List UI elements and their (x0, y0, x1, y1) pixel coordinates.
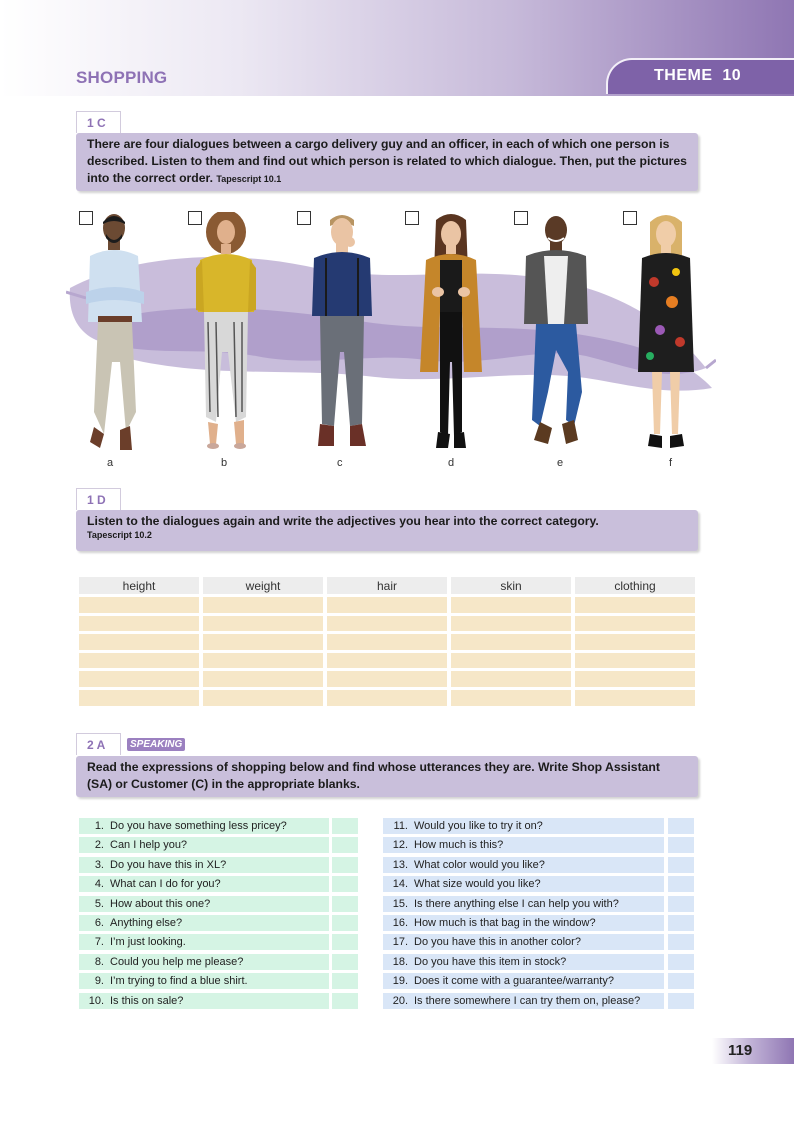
person-letter-e: e (557, 457, 564, 469)
answer-cell[interactable] (203, 653, 323, 669)
answer-blank[interactable] (332, 993, 358, 1009)
expression-item (383, 857, 664, 873)
answer-blank[interactable] (332, 876, 358, 892)
expression-number: 2. (94, 839, 104, 852)
answer-blank[interactable] (668, 896, 694, 912)
column-header: height (79, 577, 199, 594)
expression-number: 16. (392, 917, 408, 929)
expression-text: What size would you like? (414, 878, 541, 891)
table-row (79, 597, 695, 613)
expression-number: 17. (392, 936, 408, 949)
answer-cell[interactable] (451, 634, 571, 650)
expression-text: Do you have this item in stock? (414, 955, 567, 968)
brush-splash-graphic (66, 248, 716, 418)
expression-text: Would you like to try it on? (414, 820, 543, 832)
answer-cell[interactable] (203, 616, 323, 632)
answer-blank[interactable] (332, 915, 358, 931)
answer-cell[interactable] (203, 634, 323, 650)
instruction-1c-text: There are four dialogues between a cargo delivery guy and an officer, in each of which one person is described. Listen to them and find out which person is related to which dialogue. Then, put the pictures into the correct order. (87, 137, 687, 185)
expression-text: I’m just looking. (110, 936, 186, 949)
answer-cell[interactable] (79, 671, 199, 687)
answer-cell[interactable] (327, 597, 447, 613)
answer-blank[interactable] (332, 857, 358, 873)
expression-number: 6. (94, 917, 104, 929)
person-b-image (190, 212, 262, 454)
expression-number: 10. (88, 994, 104, 1007)
expression-item (79, 915, 329, 931)
answer-blank[interactable] (332, 954, 358, 970)
expression-number: 18. (392, 955, 408, 968)
table-row (79, 671, 695, 687)
page-number-band (712, 1038, 794, 1064)
exercise-tag-2a: 2 A (76, 733, 121, 755)
expression-number: 4. (94, 878, 104, 891)
answer-cell[interactable] (451, 671, 571, 687)
answer-blank[interactable] (668, 837, 694, 853)
person-a-image (80, 212, 150, 454)
answer-cell[interactable] (327, 634, 447, 650)
exercise-tag-1c: 1 C (76, 111, 121, 133)
answer-cell[interactable] (575, 597, 695, 613)
expression-text: Do you have something less pricey? (110, 820, 287, 832)
instruction-1c (76, 133, 698, 191)
expression-number: 12. (392, 839, 408, 852)
answer-cell[interactable] (327, 671, 447, 687)
answer-cell[interactable] (203, 597, 323, 613)
answer-blank[interactable] (668, 857, 694, 873)
expression-item (79, 973, 329, 989)
answer-blank[interactable] (668, 876, 694, 892)
expression-text: Anything else? (110, 917, 183, 929)
person-c-image (306, 212, 378, 454)
answer-blank[interactable] (332, 896, 358, 912)
answer-blank[interactable] (668, 934, 694, 950)
expression-item (383, 876, 664, 892)
answer-cell[interactable] (79, 616, 199, 632)
theme-label: THEME 10 (654, 67, 742, 84)
expression-number: 14. (392, 878, 408, 891)
column-header: skin (451, 577, 571, 594)
person-letter-b: b (221, 457, 228, 469)
expression-item (383, 954, 664, 970)
adjective-category-table (75, 574, 699, 709)
expression-number: 8. (94, 955, 104, 968)
tapescript-10-2: Tapescript 10.2 (87, 530, 152, 540)
expression-item (383, 818, 664, 834)
answer-cell[interactable] (575, 690, 695, 706)
table-row (79, 690, 695, 706)
person-f-image (636, 212, 696, 454)
answer-blank[interactable] (668, 818, 694, 834)
answer-cell[interactable] (451, 597, 571, 613)
table-row (79, 653, 695, 669)
answer-blank[interactable] (332, 837, 358, 853)
answer-blank[interactable] (332, 934, 358, 950)
table-row (79, 616, 695, 632)
table-row (79, 634, 695, 650)
expression-number: 5. (94, 897, 104, 910)
instruction-1d-text: Listen to the dialogues again and write the adjectives you hear into the correct category. (87, 514, 599, 528)
person-d-image (418, 212, 484, 454)
person-letter-c: c (337, 457, 343, 469)
expression-item (383, 973, 664, 989)
expression-text: How about this one? (110, 897, 211, 910)
expression-number: 1. (94, 820, 104, 832)
answer-cell[interactable] (575, 653, 695, 669)
expression-text: Can I help you? (110, 839, 188, 852)
answer-cell[interactable] (327, 690, 447, 706)
expression-item (383, 837, 664, 853)
expression-text: What can I do for you? (110, 878, 221, 891)
expression-number: 15. (392, 897, 408, 910)
expression-text: Is there somewhere I can try them on, please? (414, 994, 641, 1007)
instruction-1d (76, 510, 698, 551)
answer-cell[interactable] (79, 653, 199, 669)
expression-item (79, 954, 329, 970)
expression-text: Could you help me please? (110, 955, 244, 968)
answer-cell[interactable] (451, 616, 571, 632)
person-letter-f: f (669, 457, 673, 469)
column-header: hair (327, 577, 447, 594)
expression-text: What color would you like? (414, 858, 545, 871)
expression-number: 9. (94, 975, 104, 988)
answer-cell[interactable] (203, 671, 323, 687)
expression-text: I’m trying to find a blue shirt. (110, 975, 248, 988)
order-checkbox-d[interactable] (405, 211, 419, 225)
order-checkbox-f[interactable] (623, 211, 637, 225)
expression-item (383, 915, 664, 931)
expression-item (79, 857, 329, 873)
expression-text: Do you have this in another color? (414, 936, 581, 949)
person-letter-a: a (107, 457, 114, 469)
instruction-2a (76, 756, 698, 797)
expression-text: Does it come with a guarantee/warranty? (414, 975, 614, 988)
expression-item (383, 896, 664, 912)
answer-cell[interactable] (79, 597, 199, 613)
answer-cell[interactable] (575, 616, 695, 632)
expression-item (383, 993, 664, 1009)
exercise-tag-1d: 1 D (76, 488, 121, 510)
answer-blank[interactable] (668, 993, 694, 1009)
answer-cell[interactable] (327, 616, 447, 632)
expression-item (79, 876, 329, 892)
answer-blank[interactable] (332, 973, 358, 989)
expression-number: 11. (393, 820, 408, 832)
expression-item (79, 993, 329, 1009)
expression-item (79, 818, 329, 834)
person-letter-d: d (448, 457, 455, 469)
answer-cell[interactable] (327, 653, 447, 669)
expression-number: 19. (392, 975, 408, 988)
answer-cell[interactable] (575, 634, 695, 650)
person-e-image (520, 212, 592, 454)
expression-text: Do you have this in XL? (110, 858, 227, 871)
instruction-2a-text: Read the expressions of shopping below and find whose utterances they are. Write Shop Assistant (SA) or Customer (C) in the appropriate blanks. (87, 760, 660, 791)
page-number: 119 (728, 1042, 753, 1059)
expression-text: How much is this? (414, 839, 504, 852)
expression-text: Is there anything else I can help you with? (414, 897, 619, 910)
expression-item (79, 837, 329, 853)
answer-blank[interactable] (332, 818, 358, 834)
expression-number: 7. (94, 936, 104, 949)
unit-title: SHOPPING (76, 68, 168, 87)
answer-blank[interactable] (668, 973, 694, 989)
expression-item (79, 934, 329, 950)
answer-blank[interactable] (668, 915, 694, 931)
expression-number: 20. (392, 994, 408, 1007)
tapescript-10-1: Tapescript 10.1 (216, 174, 282, 184)
expression-text: How much is that bag in the window? (414, 917, 596, 929)
answer-cell[interactable] (451, 653, 571, 669)
answer-cell[interactable] (79, 634, 199, 650)
expression-number: 3. (94, 858, 104, 871)
answer-cell[interactable] (79, 690, 199, 706)
expression-item (79, 896, 329, 912)
answer-cell[interactable] (451, 690, 571, 706)
expression-number: 13. (392, 858, 408, 871)
speaking-badge: SPEAKING (127, 738, 185, 751)
answer-blank[interactable] (668, 954, 694, 970)
answer-cell[interactable] (203, 690, 323, 706)
answer-cell[interactable] (575, 671, 695, 687)
expression-text: Is this on sale? (110, 994, 184, 1007)
column-header: clothing (575, 577, 695, 594)
column-header: weight (203, 577, 323, 594)
expression-item (383, 934, 664, 950)
